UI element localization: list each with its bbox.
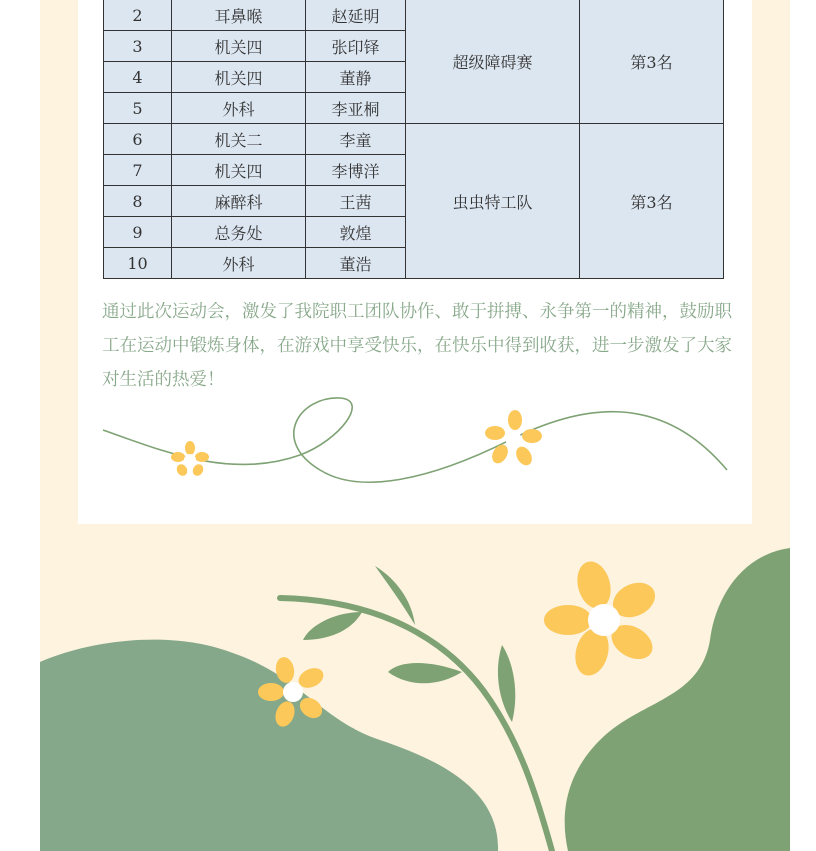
summary-paragraph: 通过此次运动会，激发了我院职工团队协作、敢于拼搏、永争第一的精神，鼓励职工在运动中锻炼身体，在游戏中享受快乐，在快乐中得到收获，进一步激发了大家对生活的热爱！ [102, 302, 732, 390]
team-name: 超级障碍赛 [406, 0, 580, 124]
department: 机关四 [172, 31, 306, 62]
department: 外科 [172, 93, 306, 124]
row-number: 10 [104, 248, 172, 279]
leaf-icon [388, 663, 462, 683]
leaf-icon [303, 612, 362, 640]
team-rank: 第3名 [580, 0, 724, 124]
large-flower-icon [544, 558, 661, 680]
row-number: 8 [104, 186, 172, 217]
row-number: 9 [104, 217, 172, 248]
member-name: 张印铎 [306, 31, 406, 62]
department: 机关二 [172, 124, 306, 155]
department: 机关四 [172, 62, 306, 93]
member-name: 李亚桐 [306, 93, 406, 124]
member-name: 董浩 [306, 248, 406, 279]
member-name: 董静 [306, 62, 406, 93]
small-flower-icon [171, 441, 209, 478]
flower-icon [485, 410, 542, 468]
department: 外科 [172, 248, 306, 279]
department: 总务处 [172, 217, 306, 248]
department: 耳鼻喉 [172, 0, 306, 31]
department: 机关四 [172, 155, 306, 186]
team-name: 虫虫特工队 [406, 124, 580, 279]
team-rank: 第3名 [580, 124, 724, 279]
row-number: 2 [104, 0, 172, 31]
member-name: 王茜 [306, 186, 406, 217]
row-number: 4 [104, 62, 172, 93]
member-name: 敦煌 [306, 217, 406, 248]
row-number: 3 [104, 31, 172, 62]
row-number: 7 [104, 155, 172, 186]
member-name: 赵延明 [306, 0, 406, 31]
row-number: 6 [104, 124, 172, 155]
member-name: 李博洋 [306, 155, 406, 186]
member-name: 李童 [306, 124, 406, 155]
department: 麻醉科 [172, 186, 306, 217]
leaf-icon [498, 645, 515, 722]
row-number: 5 [104, 93, 172, 124]
